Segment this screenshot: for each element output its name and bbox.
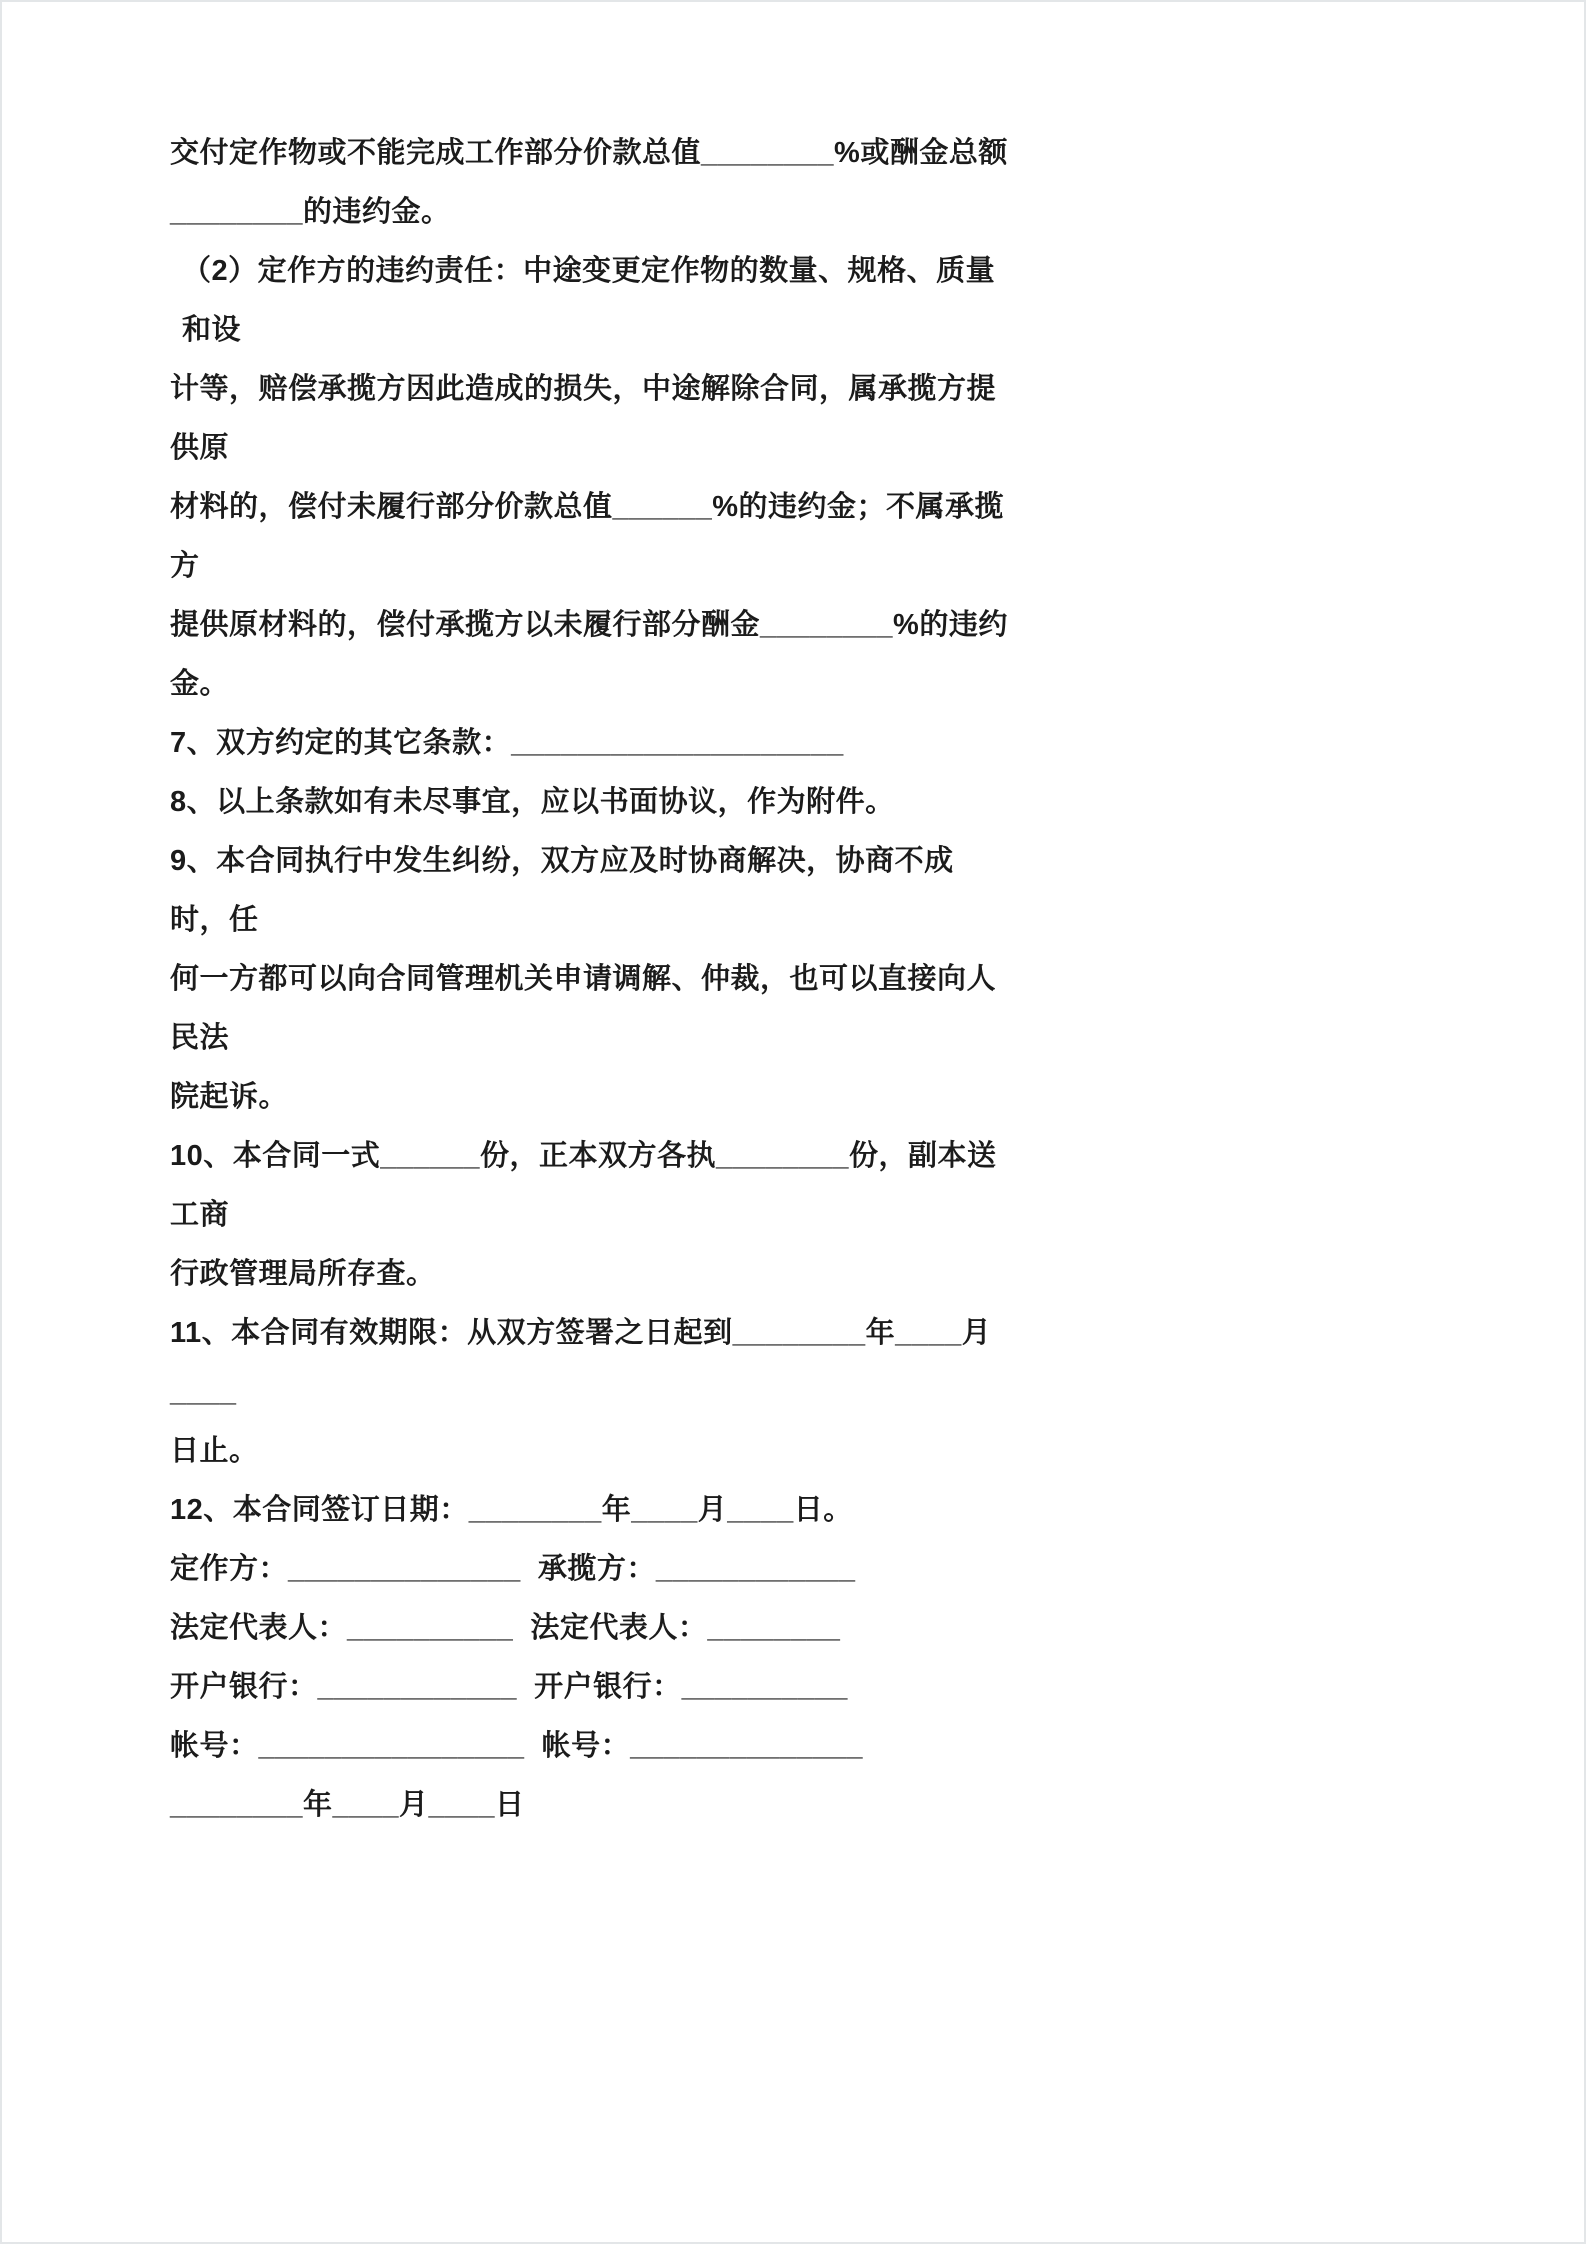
signature-line-date: ________年____月____日 bbox=[170, 1789, 525, 1821]
signature-line-parties: 定作方：______________ 承揽方：____________ bbox=[170, 1553, 856, 1585]
document-line-clause-10: 10、本合同一式______份，正本双方各执________份，副本送工商 bbox=[170, 1140, 997, 1231]
document-line-clause-8: 8、以上条款如有未尽事宜，应以书面协议，作为附件。 bbox=[170, 786, 895, 818]
document-line-clause-11: 11、本合同有效期限：从双方签署之日起到________年____月____ bbox=[170, 1317, 992, 1408]
signature-line-account-numbers: 帐号：________________ 帐号：______________ bbox=[170, 1730, 863, 1762]
document-line: 交付定作物或不能完成工作部分价款总值________%或酬金总额 bbox=[170, 137, 1008, 169]
contract-body bbox=[170, 124, 1010, 1835]
document-line: 提供原材料的，偿付承揽方以未履行部分酬金________%的违约金。 bbox=[170, 609, 1008, 700]
document-line-clause-9: 9、本合同执行中发生纠纷，双方应及时协商解决，协商不成时，任 bbox=[170, 845, 954, 936]
document-line: 院起诉。 bbox=[170, 1081, 289, 1113]
document-line: 行政管理局所存查。 bbox=[170, 1258, 436, 1290]
signature-line-legal-representatives: 法定代表人：__________ 法定代表人：________ bbox=[170, 1612, 841, 1644]
document-line: （2）定作方的违约责任：中途变更定作物的数量、规格、质量和设 bbox=[182, 255, 996, 346]
document-line-clause-7: 7、双方约定的其它条款：____________________ bbox=[170, 727, 844, 759]
document-line-clause-12: 12、本合同签订日期：________年____月____日。 bbox=[170, 1494, 853, 1526]
document-line: 计等，赔偿承揽方因此造成的损失，中途解除合同，属承揽方提供原 bbox=[170, 373, 997, 464]
document-line: 何一方都可以向合同管理机关申请调解、仲裁，也可以直接向人民法 bbox=[170, 963, 997, 1054]
document-line: 日止。 bbox=[170, 1435, 259, 1467]
document-line: ________的违约金。 bbox=[170, 196, 451, 228]
document-line: 材料的，偿付未履行部分价款总值______%的违约金；不属承揽方 bbox=[170, 491, 1005, 582]
signature-line-banks: 开户银行：____________ 开户银行：__________ bbox=[170, 1671, 848, 1703]
